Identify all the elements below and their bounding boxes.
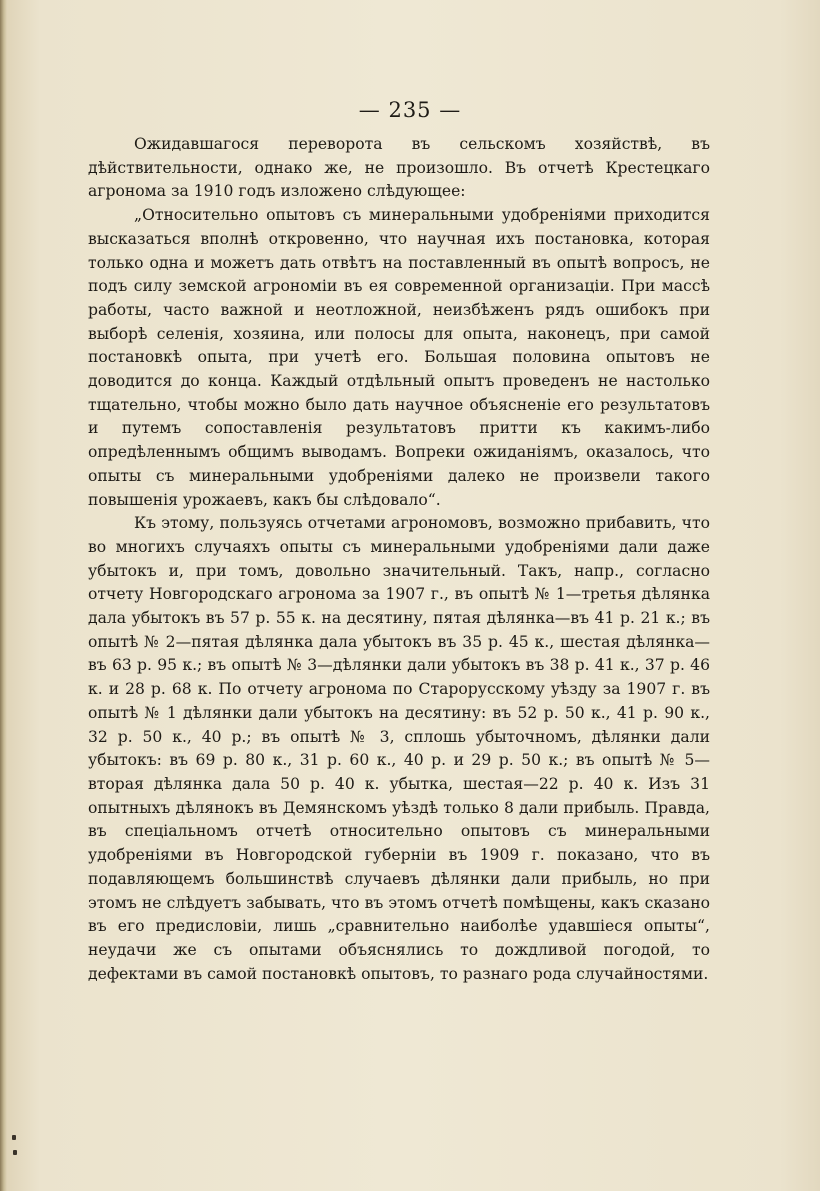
page-number: — 235 —	[358, 98, 462, 122]
paragraph-intro: Ожидавшагося переворота въ сельскомъ хозяйствѣ, въ дѣйствительности, однако же, не произошло. Въ отчетѣ Крестецкаго агронома за 1910 годъ изложено слѣдующее:	[88, 135, 710, 201]
body-text	[88, 133, 710, 986]
page-edge-shadow	[0, 0, 7, 1191]
paragraph-losses: Къ этому, пользуясь отчетами агрономовъ, возможно прибавить, что во многихъ случаяхъ опыты съ минеральными удобреніями дали даже убытокъ и, при томъ, довольно значительный. Такъ, напр., согласно отчету Новгородскаго агронома за 1907 г., въ опытѣ № 1—третья дѣлянка дала убытокъ въ 57 р. 55 к. на десятину, пятая дѣлянка—въ 41 р. 21 к.; въ опытѣ № 2—пятая дѣлянка дала убытокъ въ 35 р. 45 к., шестая дѣлянка—въ 63 р. 95 к.; въ опытѣ № 3—дѣлянки дали убытокъ въ 38 р. 41 к., 37 р. 46 к. и 28 р. 68 к. По отчету агронома по Старорусскому уѣзду за 1907 г. въ опытѣ № 1 дѣлянки дали убытокъ на десятину: въ 52 р. 50 к., 41 р. 90 к., 32 р. 50 к., 40 р.; въ опытѣ № 3, сплошь убыточномъ, дѣлянки дали убытокъ: въ 69 р. 80 к., 31 р. 60 к., 40 р. и 29 р. 50 к.; въ опытѣ № 5—вторая дѣлянка дала 50 р. 40 к. убытка, шестая—22 р. 40 к. Изъ 31 опытныхъ дѣлянокъ въ Демянскомъ уѣздѣ только 8 дали прибыль. Правда, въ спеціальномъ отчетѣ относительно опытовъ съ минеральными удобреніями въ Новгородской губерніи въ 1909 г. показано, что въ подавляющемъ большинствѣ случаевъ дѣлянки дали прибыль, но при этомъ не слѣдуетъ забывать, что въ этомъ отчетѣ помѣщены, какъ сказано въ его предисловіи, лишь „сравнительно наиболѣе удавшіеся опыты“, неудачи же съ опытами объяснялись то дождливой погодой, то дефектами въ самой постановкѣ опытовъ, то разнаго рода случайностями.	[88, 514, 710, 983]
ink-speck	[12, 1135, 16, 1140]
ink-speck	[13, 1150, 17, 1155]
paragraph-quote: „Относительно опытовъ съ минеральными удобреніями приходится высказаться вполнѣ откровенно, что научная ихъ постановка, которая только одна и можетъ дать отвѣтъ на поставленный въ опытѣ вопросъ, не подъ силу земской агрономіи въ ея современной организаціи. При массѣ работы, часто важной и неотложной, неизбѣженъ рядъ ошибокъ при выборѣ селенія, хозяина, или полосы для опыта, наконецъ, при самой постановкѣ опыта, при учетѣ его. Большая половина опытовъ не доводится до конца. Каждый отдѣльный опытъ проведенъ не настолько тщательно, чтобы можно было дать научное объясненіе его результатовъ и путемъ сопоставленія результатовъ притти къ какимъ-либо опредѣленнымъ общимъ выводамъ. Вопреки ожиданіямъ, оказалось, что опыты съ минеральными удобреніями далеко не произвели такого повышенія урожаевъ, какъ бы слѣдовало“.	[88, 206, 710, 509]
